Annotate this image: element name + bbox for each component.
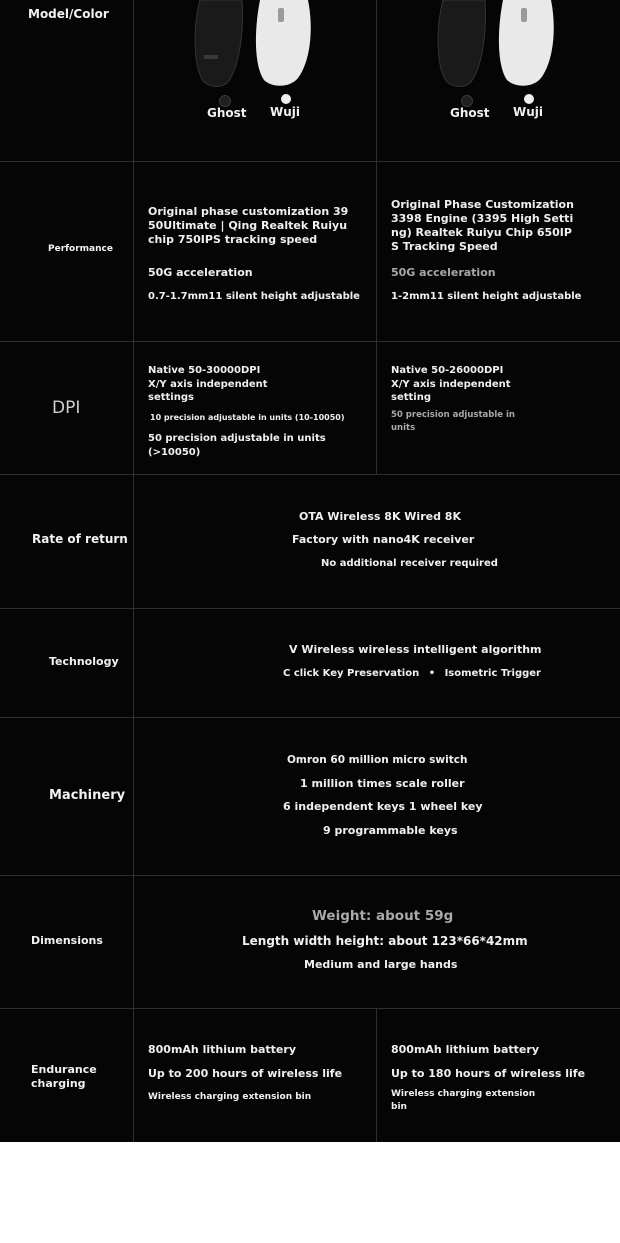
row-label-dimensions: Dimensions — [31, 934, 103, 947]
performance-accel-left: 50G acceleration — [148, 266, 253, 279]
separator-dot: • — [428, 668, 436, 679]
row-label-endurance: Endurance charging — [31, 1063, 97, 1090]
color-swatch-wuji — [281, 94, 291, 104]
rate-line: No additional receiver required — [321, 558, 498, 569]
technology-line — [283, 668, 541, 679]
endurance-charging-left: Wireless charging extension bin — [148, 1092, 312, 1102]
row-divider — [0, 875, 620, 876]
row-label-model: Model/Color — [28, 7, 109, 21]
column-divider — [376, 0, 377, 474]
endurance-life-left: Up to 200 hours of wireless life — [148, 1067, 343, 1080]
mouse-image-right — [433, 0, 563, 90]
machinery-line: 6 independent keys 1 wheel key — [283, 800, 483, 813]
endurance-charging-right: Wireless charging extension bin — [391, 1089, 536, 1112]
row-divider — [0, 341, 620, 342]
dimensions-hands: Medium and large hands — [304, 958, 458, 971]
dimensions-weight: Weight: about 59g — [312, 908, 454, 924]
machinery-line: 1 million times scale roller — [300, 777, 465, 790]
dpi-precision50-right: 50 precision adjustable in units — [391, 410, 515, 433]
technology-line: V Wireless wireless intelligent algorithm — [289, 643, 542, 656]
color-name: Wuji — [270, 105, 301, 119]
column-divider — [376, 1008, 377, 1142]
endurance-life-right: Up to 180 hours of wireless life — [391, 1067, 586, 1080]
machinery-line: Omron 60 million micro switch — [287, 754, 468, 766]
technology-item: C click Key Preservation — [283, 668, 420, 679]
mouse-image-left — [190, 0, 320, 90]
performance-engine-left: Original phase customization 3950Ultimate | Qing Realtek Ruiyu chip 750IPS tracking speed — [148, 205, 349, 246]
row-label-rate: Rate of return — [32, 532, 128, 546]
column-divider — [133, 0, 134, 1142]
endurance-battery-right: 800mAh lithium battery — [391, 1043, 539, 1056]
performance-engine-right: Original Phase Customization 3398 Engine (3395 High Setting) Realtek Ruiyu Chip 650IPS Tracking Speed — [391, 198, 574, 253]
row-divider — [0, 1008, 620, 1009]
rate-line: OTA Wireless 8K Wired 8K — [299, 510, 461, 523]
row-label-technology: Technology — [49, 655, 119, 668]
row-divider — [0, 717, 620, 718]
row-label-machinery: Machinery — [49, 788, 126, 803]
color-swatch-wuji — [524, 94, 534, 104]
performance-height-right: 1-2mm11 silent height adjustable — [391, 291, 582, 302]
color-name: Ghost — [450, 106, 490, 120]
row-label-dpi: DPI — [52, 398, 81, 418]
machinery-line: 9 programmable keys — [323, 824, 458, 837]
row-divider — [0, 474, 620, 475]
technology-item: Isometric Trigger — [444, 668, 541, 679]
endurance-battery-left: 800mAh lithium battery — [148, 1043, 296, 1056]
color-name: Wuji — [513, 105, 544, 119]
dpi-precision50-left: 50 precision adjustable in units (>10050) — [148, 433, 326, 458]
page-bottom-whitespace — [0, 1142, 620, 1243]
dpi-native-left: Native 50-30000DPI X/Y axis independent settings — [148, 365, 268, 403]
performance-accel-right: 50G acceleration — [391, 266, 496, 279]
dpi-precision10-left: 10 precision adjustable in units (10-10050) — [150, 413, 345, 422]
rate-line: Factory with nano4K receiver — [292, 533, 475, 546]
dpi-native-right: Native 50-26000DPI X/Y axis independent setting — [391, 365, 511, 403]
performance-height-left: 0.7-1.7mm11 silent height adjustable — [148, 291, 360, 302]
dimensions-size: Length width height: about 123*66*42mm — [242, 934, 528, 948]
color-name: Ghost — [207, 106, 247, 120]
row-label-performance: Performance — [48, 244, 113, 254]
row-divider — [0, 161, 620, 162]
row-divider — [0, 608, 620, 609]
